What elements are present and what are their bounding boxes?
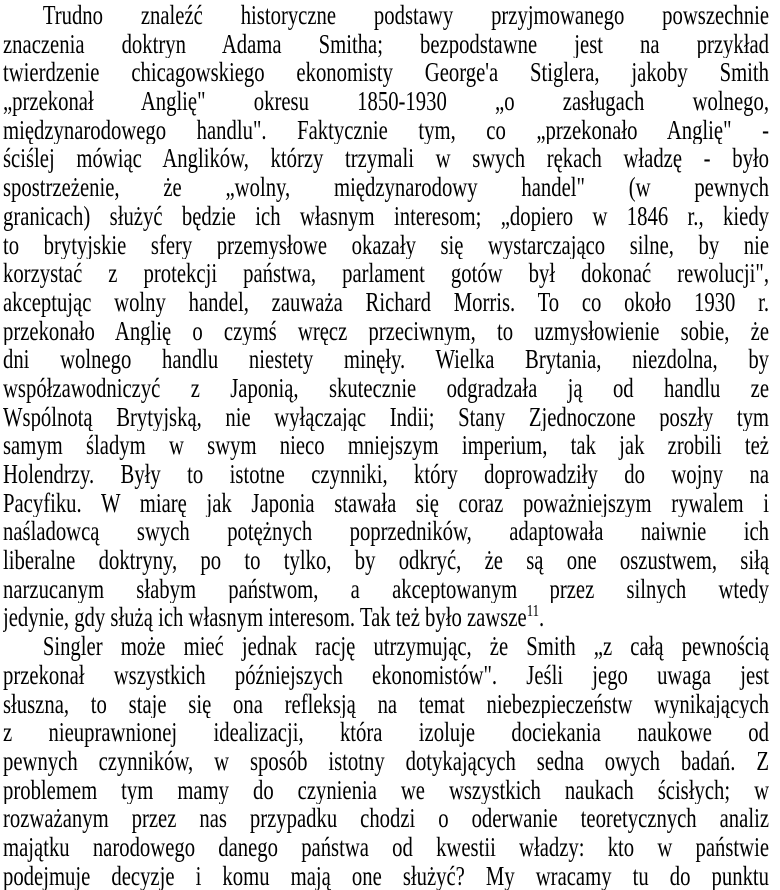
- text-line: Singler może mieć jednak rację utrzymując, że Smith „z całą pewnością: [42, 632, 769, 661]
- text-line: to brytyjskie sfery przemysłowe okazały się wystarczająco silne, by nie: [3, 230, 769, 260]
- text-block: [3, 1, 769, 890]
- text-line: problemem tym mamy do czynienia we wszystkich naukach ścisłych; w: [3, 775, 769, 805]
- text-line: ściślej mówiąc Anglików, którzy trzymali w swych rękach władzę - było: [3, 144, 769, 174]
- text-line: liberalne doktryny, po to tylko, by odkryć, że są one oszustwem, siłą: [3, 546, 769, 575]
- text-line: przekonało Anglię o czymś wręcz przeciwnym, to uzmysłowienie sobie, że: [3, 316, 769, 346]
- text-line: międzynarodowego handlu". Faktycznie tym, co „przekonało Anglię" -: [3, 115, 769, 145]
- text-line: samym śladym w swym nieco mniejszym imperium, tak jak zrobili też: [3, 431, 769, 460]
- text-line: Pacyfiku. W miarę jak Japonia stawała się coraz poważniejszym rywalem i: [3, 488, 769, 518]
- text-line: rozważanym przez nas przypadku chodzi o oderwanie teoretycznych analiz: [3, 804, 769, 833]
- text-line: Holendrzy. Były to istotne czynniki, który doprowadziły do wojny na: [3, 460, 769, 489]
- text-line: współzawodniczyć z Japonią, skutecznie odgradzała ją od handlu ze: [3, 373, 769, 403]
- text-line: [3, 603, 769, 632]
- text-line: majątku narodowego danego państwa od kwestii władzy: kto w państwie: [3, 832, 769, 862]
- text-line: pewnych czynników, w sposób istotny dotykających sedna owych badań. Z: [3, 746, 769, 776]
- text-line: akceptując wolny handel, zauważa Richard Morris. To co około 1930 r.: [3, 287, 769, 317]
- text-line: dni wolnego handlu niestety minęły. Wielka Brytania, niezdolna, by: [3, 345, 769, 374]
- text-line: przekonał wszystkich późniejszych ekonomistów". Jeśli jego uwaga jest: [3, 660, 769, 690]
- text-line: z nieuprawnionej idealizacji, która izoluje dociekania naukowe od: [3, 718, 769, 747]
- text-line: twierdzenie chicagowskiego ekonomisty George'a Stiglera, jakoby Smith: [3, 58, 769, 88]
- text-line: słuszna, to staje się ona refleksją na temat niebezpieczeństw wynikających: [3, 689, 769, 719]
- paragraph: [3, 632, 769, 890]
- text-line: granicach) służyć będzie ich własnym interesom; „dopiero w 1846 r., kiedy: [3, 201, 769, 231]
- text-line: spostrzeżenie, że „wolny, międzynarodowy handel" (w pewnych: [3, 173, 769, 202]
- footnote-marker: 11: [526, 603, 540, 621]
- text-line: Wspólnotą Brytyjską, nie wyłączając Indii; Stany Zjednoczone poszły tym: [3, 402, 769, 432]
- paragraph: [3, 1, 769, 632]
- text-line: narzucanym słabym państwom, a akceptowanym przez silnych wtedy: [3, 574, 769, 604]
- text-line: naśladowcą swych potężnych poprzedników, adaptowała naiwnie ich: [3, 517, 769, 547]
- text-segment: .: [539, 603, 545, 633]
- text-line: znaczenia doktryn Adama Smitha; bezpodstawne jest na przykład: [3, 29, 769, 59]
- text-line: Trudno znaleźć historyczne podstawy przyjmowanego powszechnie: [42, 1, 769, 30]
- text-line: korzystać z protekcji państwa, parlament gotów był dokonać rewolucji",: [3, 259, 769, 288]
- text-line: „przekonał Anglię" okresu 1850-1930 „o zasługach wolnego,: [3, 87, 769, 116]
- text-segment: jedynie, gdy służą ich własnym interesom. Tak też było zawsze: [3, 603, 527, 633]
- text-line: podejmuje decyzje i komu mają one służyć? My wracamy tu do punktu: [3, 861, 769, 890]
